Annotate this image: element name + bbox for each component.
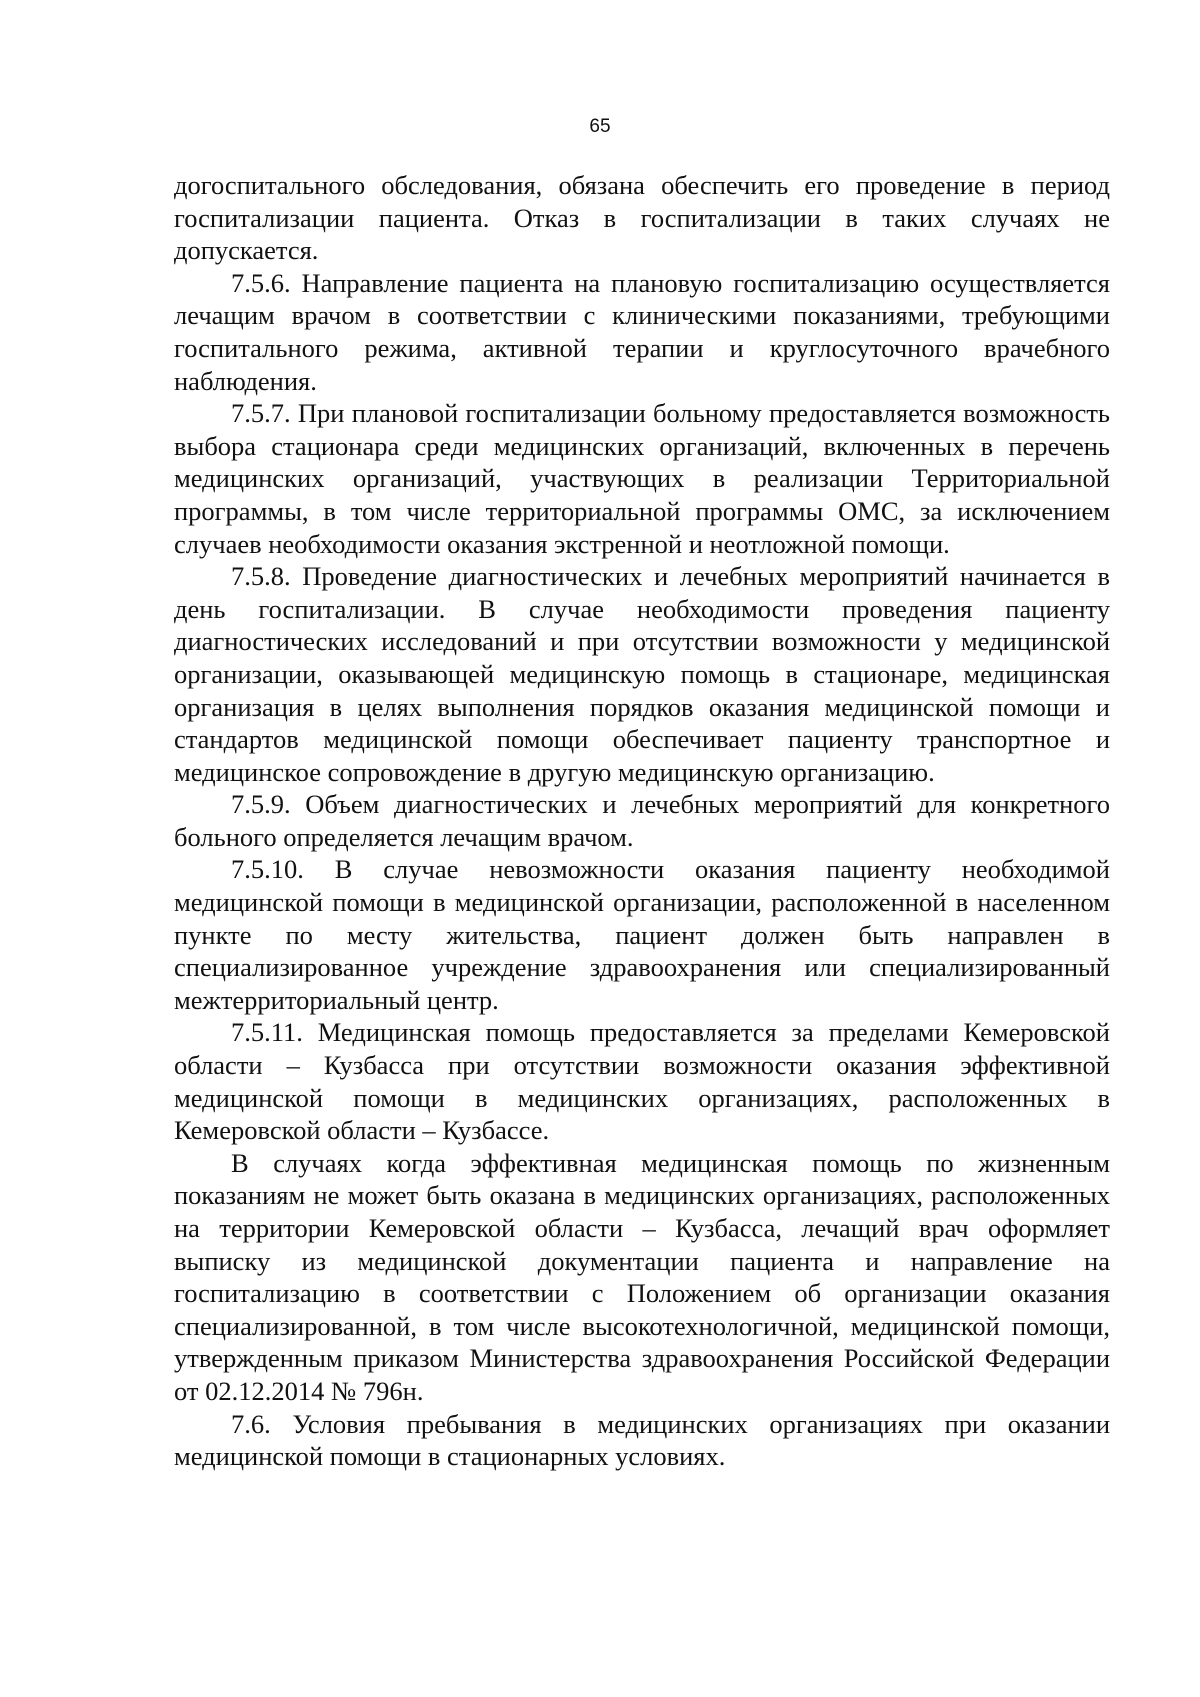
paragraph-continuation: догоспитального обследования, обязана обеспечить его проведение в период госпитализации пациента. Отказ в госпитализации в таких случаях не допускается. <box>174 170 1110 266</box>
paragraph-7-5-6: 7.5.6. Направление пациента на плановую госпитализацию осуществляется лечащим врачом в соответствии с клиническими показаниями, требующими госпитального режима, активной терапии и круглосуточного врачебного наблюдения. <box>174 267 1110 396</box>
paragraph-7-5-11: 7.5.11. Медицинская помощь предоставляется за пределами Кемеровской области – Кузбасса при отсутствии возможности оказания эффективной медицинской помощи в медицинских организациях, расположенных в Кемеровской области – Кузбассе. <box>174 1017 1110 1146</box>
paragraph-7-5-10: 7.5.10. В случае невозможности оказания пациенту необходимой медицинской помощи в медицинской организации, расположенной в населенном пункте по месту жительства, пациент должен быть направлен в специализированное учреждение здравоохранения или специализированный межтерриториальный центр. <box>174 854 1110 1015</box>
paragraph-emergency-cases: В случаях когда эффективная медицинская помощь по жизненным показаниям не может быть оказана в медицинских организациях, расположенных на территории Кемеровской области – Кузбасса, лечащий врач оформляет выписку из медицинской документации пациента и направление на госпитализацию в соответствии с Положением об организации оказания специализированной, в том числе высокотехнологичной, медицинской помощи, утвержденным приказом Министерства здравоохранения Российской Федерации от 02.12.2014 № 796н. <box>174 1147 1110 1406</box>
paragraph-7-5-9: 7.5.9. Объем диагностических и лечебных мероприятий для конкретного больного определяется лечащим врачом. <box>174 789 1110 852</box>
page-number: 65 <box>589 116 611 137</box>
paragraph-7-6: 7.6. Условия пребывания в медицинских организациях при оказании медицинской помощи в стационарных условиях. <box>174 1408 1110 1472</box>
paragraph-7-5-8: 7.5.8. Проведение диагностических и лечебных мероприятий начинается в день госпитализации. В случае необходимости проведения пациенту диагностических исследований и при отсутствии возможности у медицинской организации, оказывающей медицинскую помощь в стационаре, медицинская организация в целях выполнения порядков оказания медицинской помощи и стандартов медицинской помощи обеспечивает пациенту транспортное и медицинское сопровождение в другую медицинскую организацию. <box>174 561 1110 787</box>
paragraph-7-5-7: 7.5.7. При плановой госпитализации больному предоставляется возможность выбора стационара среди медицинских организаций, включенных в перечень медицинских организаций, участвующих в реализации Территориальной программы, в том числе территориальной программы ОМС, за исключением случаев необходимости оказания экстренной и неотложной помощи. <box>174 398 1110 559</box>
document-body <box>174 169 1110 1473</box>
